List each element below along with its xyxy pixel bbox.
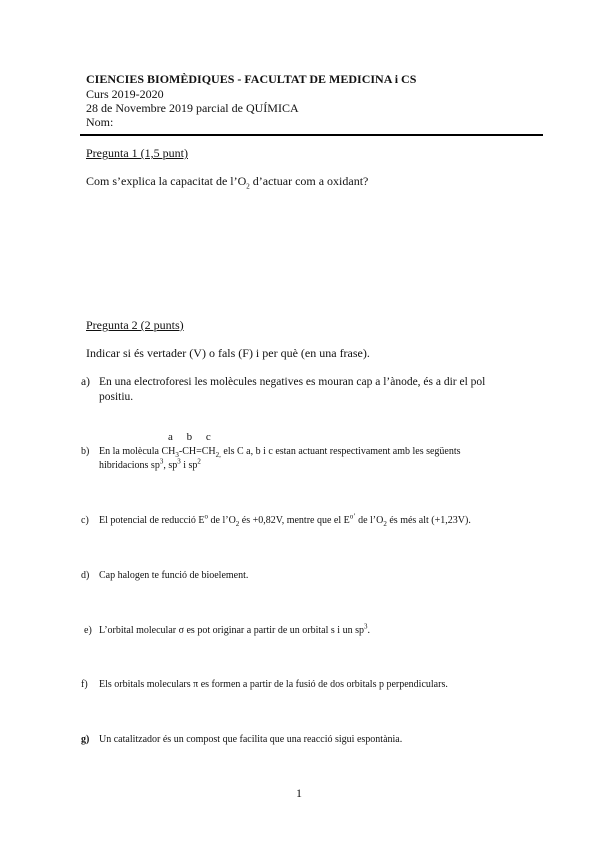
statement-e-letter: e)	[84, 625, 92, 636]
statement-g-letter: g)	[81, 734, 90, 745]
header-title: CIENCIES BIOMÈDIQUES - FACULTAT DE MEDICINA i CS	[86, 72, 417, 86]
statement-f-letter: f)	[81, 679, 88, 690]
question-2-instruction: Indicar si és vertader (V) o fals (F) i per què (en una frase).	[86, 346, 370, 360]
question-1-text: Com s’explica la capacitat de $l’O_2$ d’actuar com a oxidant?	[86, 174, 369, 191]
name-label: Nom:	[86, 115, 114, 129]
statement-c: c) El potencial de reducció $E^o$ de $l’O_2$ és +0,82V, mentre que el $E^{o’}$ de $l’O_2$ és més alt (+1,23V).	[81, 512, 471, 528]
course-year: Curs 2019-2020	[86, 87, 164, 101]
statement-d-letter: d)	[81, 570, 90, 581]
page-number: 1	[296, 786, 302, 800]
statement-d: d) Cap halogen te funció de bioelement.	[81, 570, 249, 581]
statement-a-line2: positiu.	[99, 391, 134, 403]
question-1-title: Pregunta 1 (1,5 punt)	[86, 146, 188, 160]
statement-b: b) En la molècula $CH_3-CH=CH_{2,}$ els C a, b i c estan actuant respectivament amb les següents hibridacions $sp^3$, $sp^3$ i $sp^2$	[81, 446, 461, 471]
carbon-labels: a b c	[168, 431, 211, 443]
statement-f: f) Els orbitals moleculars π es formen a partir de la fusió de dos orbitals p perpendiculars.	[81, 679, 448, 690]
statement-a	[81, 375, 485, 405]
statement-a-letter: a)	[81, 376, 90, 388]
header-divider	[80, 134, 543, 136]
statement-g: g) Un catalitzador és un compost que facilita que una reacció sigui espontània.	[81, 734, 403, 745]
statement-a-line1: En una electroforesi les molècules negatives es mouran cap a l’ànode, és a dir el pol	[99, 376, 486, 388]
question-2-title: Pregunta 2 (2 punts)	[86, 318, 184, 332]
exam-date: 28 de Novembre 2019 parcial de QUÍMICA	[86, 101, 299, 115]
statement-e: e) L’orbital molecular σ es pot originar a partir de un orbital s i un $sp^3$.	[84, 622, 370, 636]
statement-b-letter: b)	[81, 446, 90, 457]
statement-c-letter: c)	[81, 515, 89, 526]
